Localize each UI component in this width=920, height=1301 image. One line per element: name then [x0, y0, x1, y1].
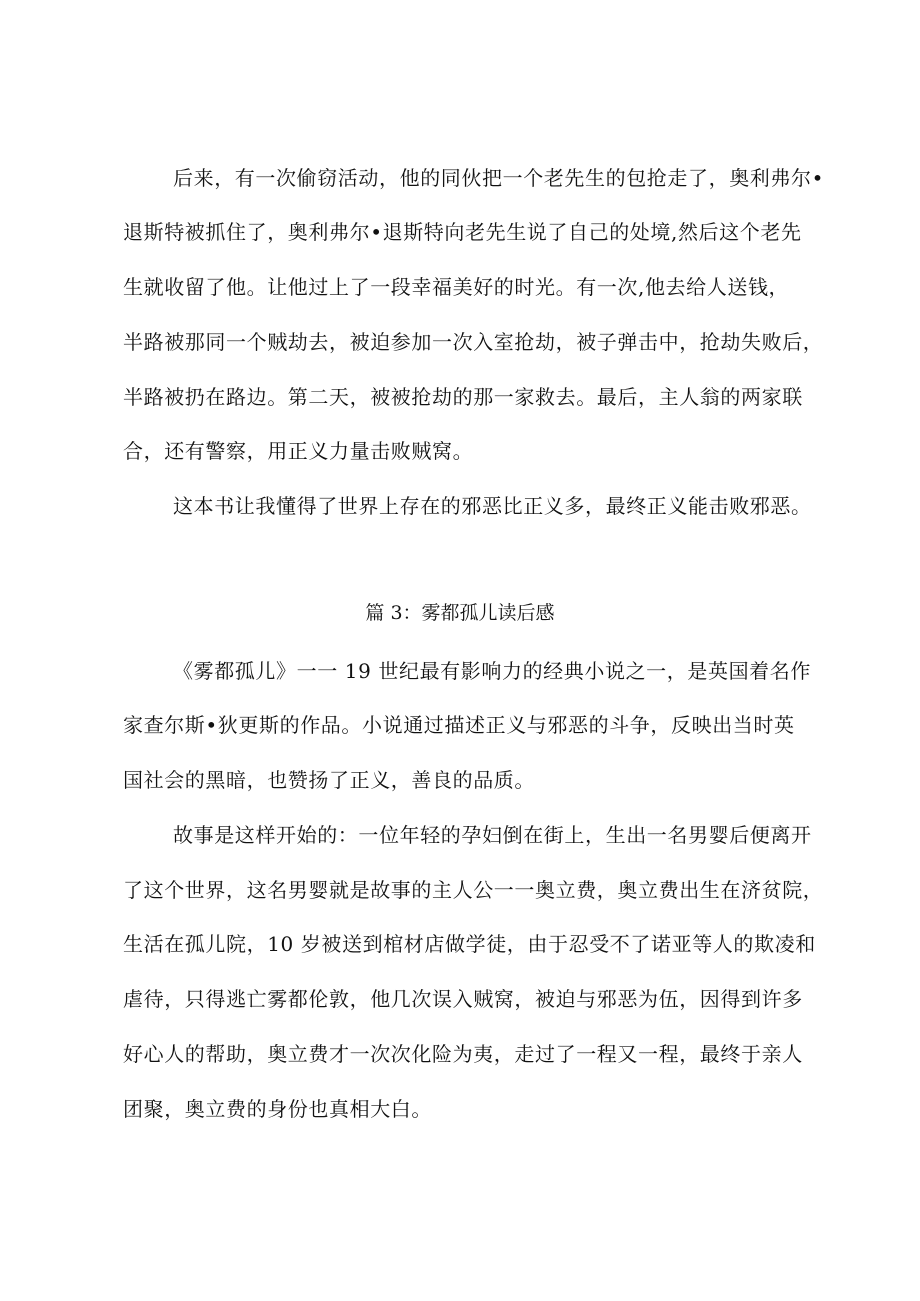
paragraph-4-line-5: 好心人的帮助，奥立费才一次次化险为夷，走过了一程又一程，最终于亲人: [123, 1042, 803, 1066]
paragraph-1-line-2: 退斯特被抓住了，奥利弗尔•退斯特向老先生说了自己的处境,然后这个老先: [123, 220, 802, 244]
paragraph-3-line-1: 《雾都孤儿》一一 19 世纪最有影响力的经典小说之一，是英国着名作: [173, 659, 811, 683]
paragraph-1-line-3: 生就收留了他。让他过上了一段幸福美好的时光。有一次,他去给人送钱，: [123, 275, 790, 299]
section-heading: 篇 3：雾都孤儿读后感: [365, 602, 555, 624]
paragraph-4-line-3: 生活在孤儿院，10 岁被送到棺材店做学徒，由于忍受不了诺亚等人的欺凌和: [123, 932, 816, 956]
paragraph-4-line-6: 团聚，奥立费的身份也真相大白。: [123, 1097, 432, 1121]
paragraph-4-line-2: 了这个世界，这名男婴就是故事的主人公一一奥立费，奥立费出生在济贫院，: [123, 878, 824, 902]
paragraph-1-line-6: 合，还有警察，用正义力量击败贼窝。: [123, 439, 474, 463]
paragraph-1-line-5: 半路被扔在路边。第二天，被被抢劫的那一家救去。最后，主人翁的两家联: [123, 385, 803, 409]
paragraph-4-line-4: 虐待，只得逃亡雾都伦敦，他几次误入贼窝，被迫与邪恶为伍，因得到许多: [123, 987, 803, 1011]
paragraph-2-line-1: 这本书让我懂得了世界上存在的邪恶比正义多，最终正义能击败邪恶。: [173, 494, 812, 518]
paragraph-3-line-3: 国社会的黑暗，也赞扬了正义，善良的品质。: [123, 768, 535, 792]
paragraph-1-line-4: 半路被那同一个贼劫去，被迫参加一次入室抢劫，被子弹击中，抢劫失败后，: [123, 330, 824, 354]
paragraph-1-line-1: 后来，有一次偷窃活动，他的同伙把一个老先生的包抢走了，奥利弗尔•: [173, 166, 824, 190]
paragraph-4-line-1: 故事是这样开始的：一位年轻的孕妇倒在街上，生出一名男婴后便离开: [173, 823, 812, 847]
paragraph-3-line-2: 家查尔斯•狄更斯的作品。小说通过描述正义与邪恶的斗争，反映出当时英: [123, 713, 795, 737]
